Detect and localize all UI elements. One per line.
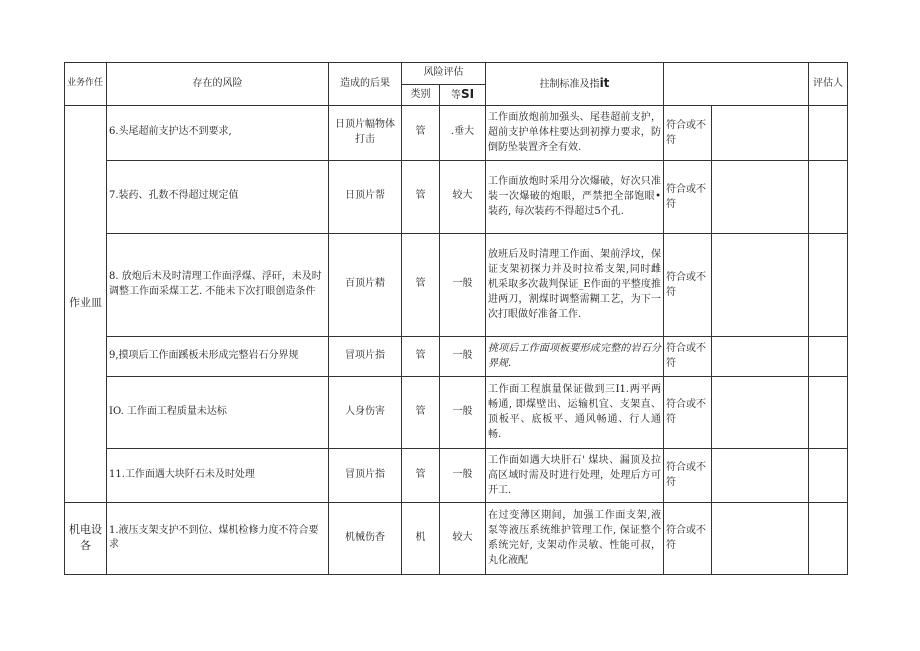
assessment-header: 风险评估 xyxy=(402,63,486,85)
measures-cell: 工作面如遇大块肝石' 煤块、漏顶及拉高区域时需及时进行处理，处理后方可开工. xyxy=(486,448,664,502)
level-header-text: 等 xyxy=(450,90,461,101)
level-cell: 较大 xyxy=(440,160,486,233)
blank-cell xyxy=(712,336,809,376)
consequence-cell: 冒项片指 xyxy=(329,336,402,376)
measures-cell: 工作面工程旗量保证做到三I1.两平两畅通, 即煤壁出、运输机宜、支架直、顶板平、底板平、通风畅通、行人通畅. xyxy=(486,376,664,448)
risk-cell: 6.头尾超前支护达不到要求, xyxy=(107,105,329,160)
evaluator-cell xyxy=(809,376,848,448)
conformity-cell: 符合或不符 xyxy=(664,105,712,160)
blank-cell xyxy=(712,376,809,448)
consequence-cell: 百顶片精 xyxy=(329,233,402,336)
evaluator-cell xyxy=(809,233,848,336)
blank-cell xyxy=(712,160,809,233)
level-cell: 一般 xyxy=(440,376,486,448)
measures-cell: 挑项后工作面项板要形成完整的岩石分界规. xyxy=(486,336,664,376)
category-cell: 机 xyxy=(402,502,440,574)
category-cell: 管 xyxy=(402,336,440,376)
measures-cell: 工作面放炮时采用分次爆破，好次只准装一次爆破的炮眼，严禁把全部饱眼•装药, 每次装药不得超过5个孔. xyxy=(486,160,664,233)
measures-cell: 在过变薄区期间，加强工作面支架,液泵等液压系统维护管理工作, 保证整个系统完好, 支架动作灵敏、性能可叔，丸化液配 xyxy=(486,502,664,574)
conformity-cell: 符合或不符 xyxy=(664,376,712,448)
evaluator-cell xyxy=(809,336,848,376)
consequence-cell: 人身伤害 xyxy=(329,376,402,448)
risk-header: 存在的风险 xyxy=(107,63,329,106)
measures-cell: 工作面放炮前加强头、尾巷超前支护，超前支护单体柱要达到初撑力要求，防倒防坠装置齐全有效. xyxy=(486,105,664,160)
evaluator-cell xyxy=(809,105,848,160)
evaluator-cell xyxy=(809,502,848,574)
evaluator-cell xyxy=(809,448,848,502)
category-header: 类别 xyxy=(402,85,440,106)
section-label: 机电设各 xyxy=(65,502,107,574)
consequence-cell: 日顶片幅物体打击 xyxy=(329,105,402,160)
level-cell: 一般 xyxy=(440,448,486,502)
level-header-suffix: SI xyxy=(460,87,475,101)
conformity-cell: 符合或不符 xyxy=(664,502,712,574)
table-row xyxy=(65,376,848,448)
risk-cell: IO. 工作面工程质量未达标 xyxy=(107,376,329,448)
level-cell: .垂大 xyxy=(440,105,486,160)
category-cell: 管 xyxy=(402,105,440,160)
risk-cell: 9,摸项后工作面蹊板未形成完整岩石分界规 xyxy=(107,336,329,376)
risk-cell: 11.工作面遇大块阡石未及时处理 xyxy=(107,448,329,502)
blank-cell xyxy=(712,105,809,160)
evaluator-cell xyxy=(809,160,848,233)
category-cell: 管 xyxy=(402,376,440,448)
section-label: 作业皿 xyxy=(65,105,107,502)
measures-header-suffix: it xyxy=(599,76,610,90)
measures-cell: 放班后及时清理工作面、架前浮坟，保证支架初探力并及时拉希支架,同时雌机采取多次裁判保证_E作面的平整度推进两刀，割煤时调整需糊工艺，为下一次打眼做好准备工作. xyxy=(486,233,664,336)
risk-cell: 7.装药、孔数不得超过规定值 xyxy=(107,160,329,233)
conformity-cell: 符合或不符 xyxy=(664,336,712,376)
blank-cell xyxy=(712,448,809,502)
risk-assessment-table xyxy=(64,62,848,575)
category-cell: 管 xyxy=(402,160,440,233)
level-cell: 一般 xyxy=(440,233,486,336)
consequence-cell: 日顶片帮 xyxy=(329,160,402,233)
table-row xyxy=(65,233,848,336)
risk-cell: 8. 放炮后未及时清理工作面浮煤、浮矸，未及时调整工作面采煤工艺. 不能未下次打眼创造条件 xyxy=(107,233,329,336)
consequence-cell: 冒顶片指 xyxy=(329,448,402,502)
measures-header-text: 拄制标准及指 xyxy=(539,79,600,90)
blank-cell xyxy=(712,233,809,336)
category-cell: 管 xyxy=(402,448,440,502)
table-row xyxy=(65,160,848,233)
consequence-cell: 机械伤杳 xyxy=(329,502,402,574)
header-row-1 xyxy=(65,63,848,85)
conformity-cell: 符合或不符 xyxy=(664,160,712,233)
consequence-header: 造成的后果 xyxy=(329,63,402,106)
table-row xyxy=(65,105,848,160)
evaluator-header: 评估人 xyxy=(809,63,848,106)
table-row xyxy=(65,336,848,376)
risk-cell: 1.液压支架支护不到位、煤机检修力度不符合要求 xyxy=(107,502,329,574)
business-header: 业务作任 xyxy=(65,63,107,106)
level-header xyxy=(440,85,486,106)
blank-cell xyxy=(712,502,809,574)
table-row xyxy=(65,448,848,502)
level-cell: 较大 xyxy=(440,502,486,574)
measures-header xyxy=(486,63,664,106)
blank-header xyxy=(664,63,809,106)
category-cell: 管 xyxy=(402,233,440,336)
table-row xyxy=(65,502,848,574)
conformity-cell: 符合或不符 xyxy=(664,448,712,502)
conformity-cell: 符合或不符 xyxy=(664,233,712,336)
level-cell: 一般 xyxy=(440,336,486,376)
